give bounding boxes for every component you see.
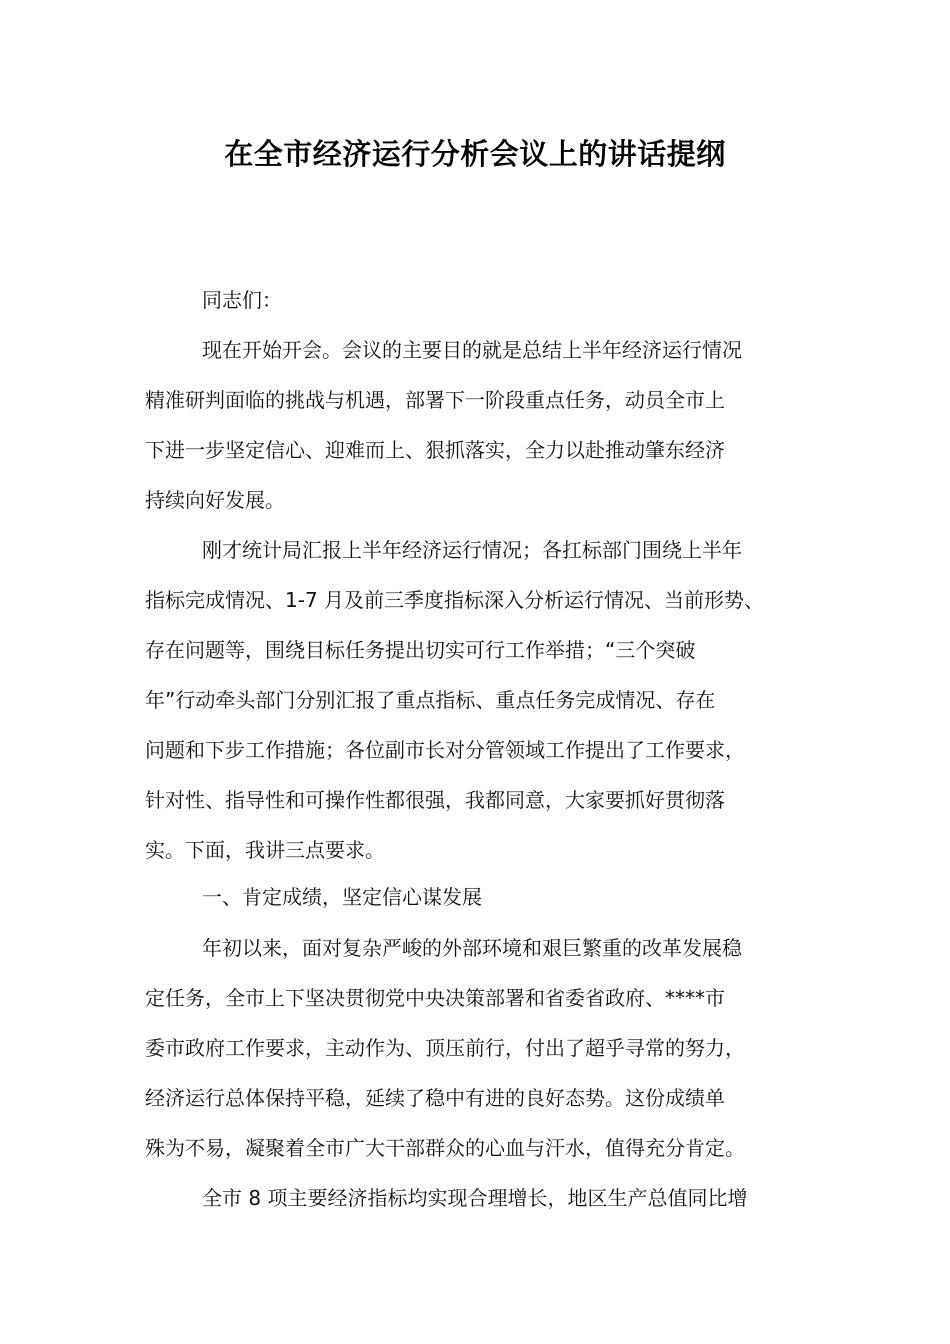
document-title: 在全市经济运行分析会议上的讲话提纲 [224,137,726,171]
text-line: 全市 8 项主要经济指标均实现合理增长，地区生产总值同比增 [202,1186,748,1210]
text-line: 指标完成情况、1-7 月及前三季度指标深入分析运行情况、当前形势、 [145,588,765,612]
text-line: 下进一步坚定信心、迎难而上、狠抓落实，全力以赴推动肇东经济 [145,438,725,462]
text-line: 精准研判面临的挑战与机遇，部署下一阶段重点任务，动员全市上 [145,388,725,412]
text-line: 年初以来，面对复杂严峻的外部环境和艰巨繁重的改革发展稳 [202,936,742,960]
text-line: 持续向好发展。 [145,488,285,512]
text-line: 存在问题等，围绕目标任务提出切实可行工作举措；“三个突破 [145,638,696,662]
text-line: 刚才统计局汇报上半年经济运行情况；各扛标部门围绕上半年 [202,538,742,562]
text-line: 同志们： [202,288,282,312]
section-heading: 一、肯定成绩，坚定信心谋发展 [202,885,482,909]
text-line: 殊为不易，凝聚着全市广大干部群众的心血与汗水，值得充分肯定。 [145,1136,745,1160]
text-line: 针对性、指导性和可操作性都很强，我都同意，大家要抓好贯彻落 [145,788,725,812]
text-line: 现在开始开会。会议的主要目的就是总结上半年经济运行情况 [202,338,742,362]
text-line: 经济运行总体保持平稳，延续了稳中有进的良好态势。这份成绩单 [145,1086,725,1110]
text-line: 定任务，全市上下坚决贯彻党中央决策部署和省委省政府、****市 [145,986,725,1010]
text-line: 委市政府工作要求，主动作为、顶压前行，付出了超乎寻常的努力， [145,1036,745,1060]
text-line: 年”行动牵头部门分别汇报了重点指标、重点任务完成情况、存在 [145,688,716,712]
text-line: 实。下面，我讲三点要求。 [145,838,385,862]
text-line: 问题和下步工作措施；各位副市长对分管领域工作提出了工作要求， [145,738,745,762]
